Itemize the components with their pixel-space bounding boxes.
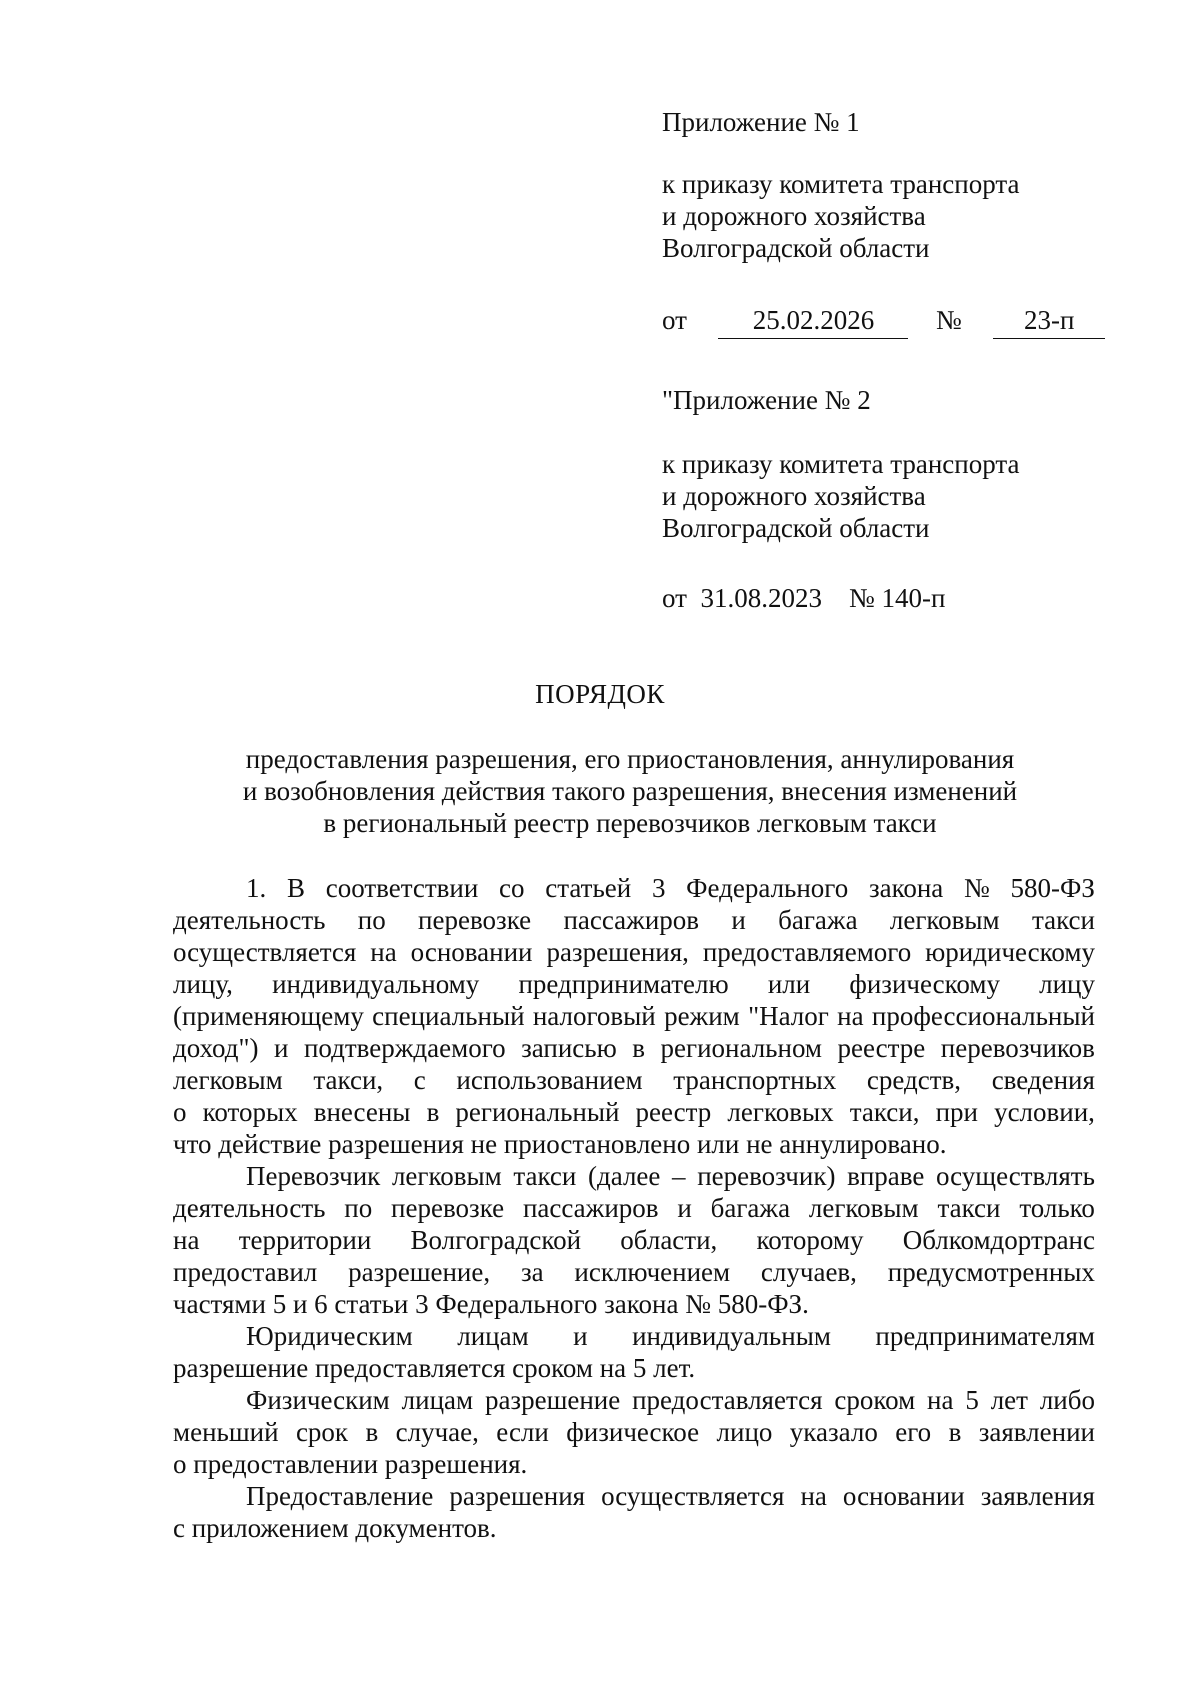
document-subtitle xyxy=(150,743,1110,839)
appendix1-order-line: к приказу комитета транспорта xyxy=(662,169,1020,199)
appendix2-order-line: и дорожного хозяйства xyxy=(662,481,926,511)
paragraph-line: Перевозчик легковым такси (далее – перевозчик) вправе осуществлять xyxy=(246,1161,1095,1191)
paragraph-line: (применяющему специальный налоговый режим "Налог на профессиональный xyxy=(173,1001,1095,1031)
appendix2-order-line: Волгоградской области xyxy=(662,513,930,543)
subtitle-line: предоставления разрешения, его приостановления, аннулирования xyxy=(245,744,1015,774)
paragraph-line: осуществляется на основании разрешения, предоставляемого юридическому xyxy=(173,937,1095,967)
paragraph-2 xyxy=(173,1160,1095,1320)
appendix2-order-line: к приказу комитета транспорта xyxy=(662,449,1020,479)
paragraph-line: на территории Волгоградской области, которому Облкомдортранс xyxy=(173,1225,1095,1255)
paragraph-line: разрешение предоставляется сроком на 5 лет. xyxy=(173,1353,696,1383)
paragraph-line: Юридическим лицам и индивидуальным предпринимателям xyxy=(246,1321,1095,1351)
paragraph-line: что действие разрешения не приостановлено или не аннулировано. xyxy=(173,1129,947,1159)
paragraph-line: 1. В соответствии со статьей 3 Федерального закона № 580-ФЗ xyxy=(246,873,1095,903)
paragraph-1 xyxy=(173,872,1095,1160)
paragraph-3 xyxy=(173,1320,1095,1384)
paragraph-4 xyxy=(173,1384,1095,1480)
paragraph-line: легковым такси, с использованием транспортных средств, сведения xyxy=(173,1065,1095,1095)
paragraph-line: предоставил разрешение, за исключением случаев, предусмотренных xyxy=(173,1257,1095,1287)
appendix1-title xyxy=(662,106,1122,138)
paragraph-5 xyxy=(173,1480,1095,1544)
appendix2-title-text: "Приложение № 2 xyxy=(662,385,871,415)
subtitle-line: и возобновления действия такого разрешения, внесения изменений xyxy=(242,776,1018,806)
appendix1-to-order xyxy=(662,168,1122,264)
paragraph-line: Физическим лицам разрешение предоставляется сроком на 5 лет либо xyxy=(246,1385,1095,1415)
paragraph-line: о предоставлении разрешения. xyxy=(173,1449,528,1479)
appendix1-number: 23-п xyxy=(993,304,1105,339)
document-body xyxy=(173,872,1095,1544)
appendix1-order-line: Волгоградской области xyxy=(662,233,930,263)
appendix1-number-label: № xyxy=(935,305,962,335)
appendix1-title-text: Приложение № 1 xyxy=(662,107,860,137)
paragraph-line: доход") и подтверждаемого записью в региональном реестре перевозчиков xyxy=(173,1033,1095,1063)
appendix1-order-line: и дорожного хозяйства xyxy=(662,201,926,231)
paragraph-line: деятельность по перевозке пассажиров и багажа легковым такси только xyxy=(173,1193,1095,1223)
appendix2-date-line: от 31.08.2023 № 140-п xyxy=(662,583,946,613)
paragraph-line: частями 5 и 6 статьи 3 Федерального закона № 580-ФЗ. xyxy=(173,1289,809,1319)
paragraph-line: Предоставление разрешения осуществляется на основании заявления xyxy=(246,1481,1095,1511)
appendix1-date-row xyxy=(662,304,1105,339)
subtitle-line: в региональный реестр перевозчиков легковым такси xyxy=(323,808,937,838)
appendix1-from-label: от xyxy=(662,305,687,335)
paragraph-line: о которых внесены в региональный реестр легковых такси, при условии, xyxy=(173,1097,1095,1127)
appendix2-to-order xyxy=(662,448,1122,544)
paragraph-line: деятельность по перевозке пассажиров и багажа легковым такси xyxy=(173,905,1095,935)
paragraph-line: лицу, индивидуальному предпринимателю или физическому лицу xyxy=(173,969,1095,999)
paragraph-line: меньший срок в случае, если физическое лицо указало его в заявлении xyxy=(173,1417,1095,1447)
document-title: ПОРЯДОК xyxy=(535,679,665,709)
paragraph-line: с приложением документов. xyxy=(173,1513,497,1543)
appendix2-title xyxy=(662,384,1122,416)
appendix1-date: 25.02.2026 xyxy=(718,304,908,339)
